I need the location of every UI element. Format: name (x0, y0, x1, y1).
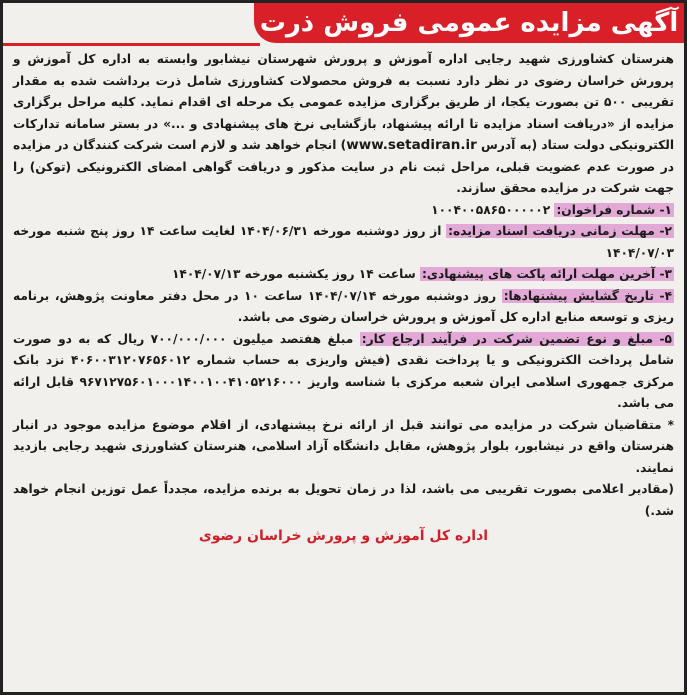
item-document-deadline (13, 221, 674, 264)
item-label: ۴- تاریخ گشایش پیشنهادها: (503, 288, 673, 303)
signature: اداره کل آموزش و پرورش خراسان رضوی (198, 528, 489, 544)
item-guarantee (13, 329, 674, 415)
item-call-number (13, 200, 674, 222)
website-link[interactable]: www.setadiran.ir (346, 137, 477, 153)
item-opening-date (13, 286, 674, 329)
item-label: ۲- مهلت زمانی دریافت اسناد مزایده: (448, 224, 672, 238)
item-label: ۱- شماره فراخوان: (556, 202, 672, 217)
item-text: ساعت ۱۴ روز یکشنبه مورخه ۱۴۰۴/۰۷/۱۳ (171, 267, 420, 281)
item-text: ۱۰۰۴۰۰۵۸۶۵۰۰۰۰۰۲ (431, 202, 555, 217)
item-text: روز دوشنبه مورخه ۱۴۰۴/۰۷/۱۴ ساعت ۱۰ در محل دفتر معاونت پژوهش، برنامه ریزی و توسعه منابع اداره کل آموزش و پرورش خراسان رضوی می باشد. (13, 288, 674, 324)
item-label: ۵- مبلغ و نوع تضمین شرکت در فرآیند ارجاع کار: (361, 331, 672, 346)
announcement-body (13, 49, 674, 548)
intro-text-after: ) انجام خواهد شد و لازم است شرکت کنندگان در مزایده در صورت عدم عضویت قبلی، مراحل ثبت نام در سایت مذکور و دریافت گواهی امضای الکترونیکی (توکن) را جهت شرکت در مزایده محقق سازند. (13, 138, 674, 195)
item-submission-deadline (13, 264, 674, 286)
quantity-note: (مقادیر اعلامی بصورت تقریبی می باشد، لذا در زمان تحویل به برنده مزایده، مجدداً عمل توزین انجام خواهد شد.) (13, 482, 674, 518)
item-text: مبلغ هفتصد میلیون ۷۰۰/۰۰۰/۰۰۰ ریال که به دو صورت شامل پرداخت الکترونیکی و یا پرداخت نقدی (فیش واریزی به حساب شماره ۴۰۶۰۰۳۱۲۰۷۶۵۶۰۱۲ نزد بانک مرکزی جمهوری اسلامی ایران شعبه مرکزی با شناسه واریز ۹۶۷۱۲۷۵۶۰۱۰۰۰۱۴۰۰۱۰۰۴۱۰۵۲۱۶۰۰۰ قابل ارائه می باشد. (13, 331, 675, 410)
title-banner (254, 3, 684, 43)
item-label: ۳- آخرین مهلت ارائه پاکت های پیشنهادی: (421, 267, 672, 281)
announcement-title: آگهی مزایده عمومی فروش ذرت (259, 8, 679, 38)
visit-note: * متقاضیان شرکت در مزایده می توانند قبل از ارائه نرخ پیشنهادی، از اقلام موضوع مزایده موجود در انبار هنرستان واقع در نیشابور، بلوار پژوهش، مقابل دانشگاه آزاد اسلامی، هنرستان کشاورزی شهید رجایی بازدید نمایند. (13, 417, 674, 475)
intro-text-before: هنرستان کشاورزی شهید رجایی اداره آموزش و پرورش شهرستان نیشابور وابسته به اداره کل آموزش و پرورش خراسان رضوی در نظر دارد نسبت به فروش محصولات کشاورزی شامل ذرت برداشت شده به مقدار تقریبی ۵۰۰ تن بصورت یکجا، از طریق برگزاری مزایده عمومی یک مرحله ای اقدام نماید. کلیه مراحل برگزاری مزایده از «دریافت اسناد مزایده تا ارائه پیشنهاد، بازگشایی نرخ های پیشنهادی و ...» در بستر سامانه تدارکات الکترونیکی دولت ستاد (به آدرس (13, 52, 675, 152)
item-text: از روز دوشنبه مورخه ۱۴۰۴/۰۶/۳۱ لغایت ساعت ۱۴ روز پنج شنبه مورخه ۱۴۰۴/۰۷/۰۳ (13, 224, 674, 260)
intro-paragraph (13, 49, 674, 200)
header-rule (3, 43, 260, 46)
